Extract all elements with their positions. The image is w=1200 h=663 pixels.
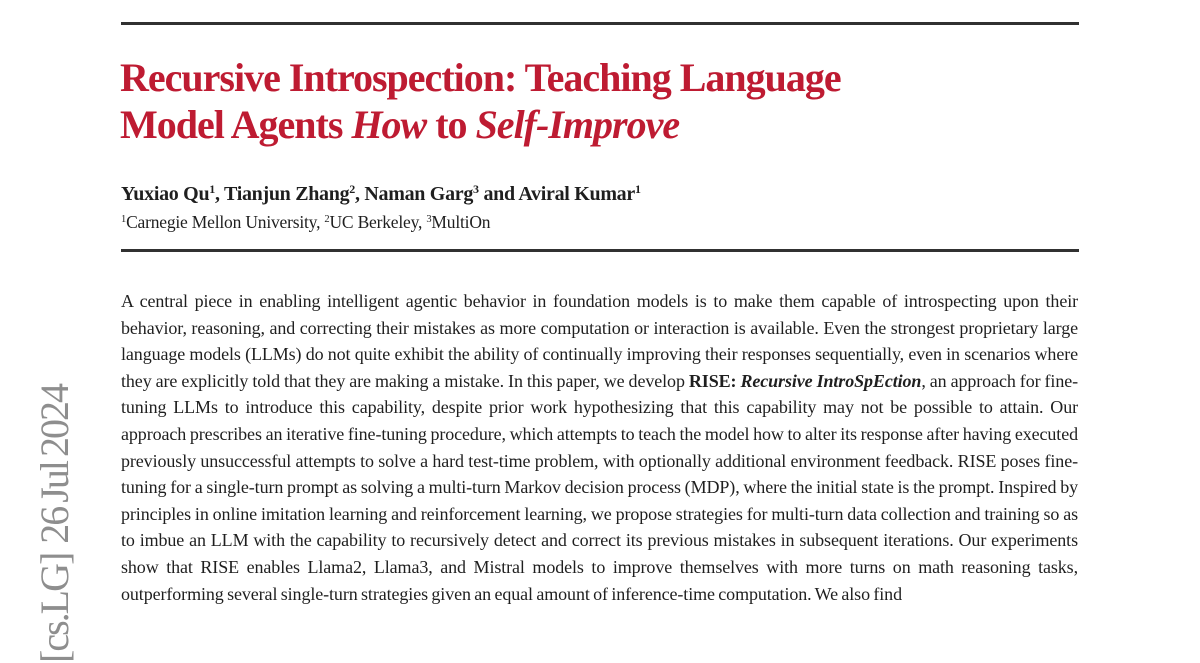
paper-title-line-1: Recursive Introspection: Teaching Language bbox=[120, 55, 841, 100]
authors-line: Yuxiao Qu$^1$, Tianjun Zhang$^2$, Naman Garg$^3$ and Aviral Kumar$^1$ bbox=[121, 182, 641, 205]
paper-title-line-2: Model Agents How to Self-Improve bbox=[120, 102, 680, 147]
arxiv-category-watermark: [cs.LG] 26 Jul 2024 bbox=[32, 385, 77, 663]
header-top-rule bbox=[121, 22, 1079, 25]
affiliations-line: $^1$Carnegie Mellon University, $^2$UC Berkeley, $^3$MultiOn bbox=[121, 212, 491, 232]
paper-title bbox=[120, 54, 1130, 148]
abstract-paragraph: A central piece in enabling intelligent agentic behavior in foundation models is to make them capable of introspecting upon their behavior, reasoning, and correcting their mistakes as more computation or interaction is available. Even the strongest proprietary large language models (LLMs) do not quite exhibit the ability of continually improving their responses sequentially, even in scenarios where they are explicitly told that they are making a mistake. In this paper, we develop RISE: Recursive IntroSpEction, an approach for fine-tuning LLMs to introduce this capability, despite prior work hypothesizing that this capability may not be possible to attain. Our approach prescribes an iterative fine-tuning procedure, which attempts to teach the model how to alter its response after having executed previously unsuccessful attempts to solve a hard test-time problem, with optionally additional environment feedback. RISE poses fine-tuning for a single-turn prompt as solving a multi-turn Markov decision process (MDP), where the initial state is the prompt. Inspired by principles in online imitation learning and reinforcement learning, we propose strategies for multi-turn data collection and training so as to imbue an LLM with the capability to recursively detect and correct its previous mistakes in subsequent iterations. Our experiments show that RISE enables Llama2, Llama3, and Mistral models to improve themselves with more turns on math reasoning tasks, outperforming several single-turn strategies given an equal amount of inference-time computation. We also find bbox=[121, 291, 1079, 604]
header-bottom-rule bbox=[121, 249, 1079, 252]
